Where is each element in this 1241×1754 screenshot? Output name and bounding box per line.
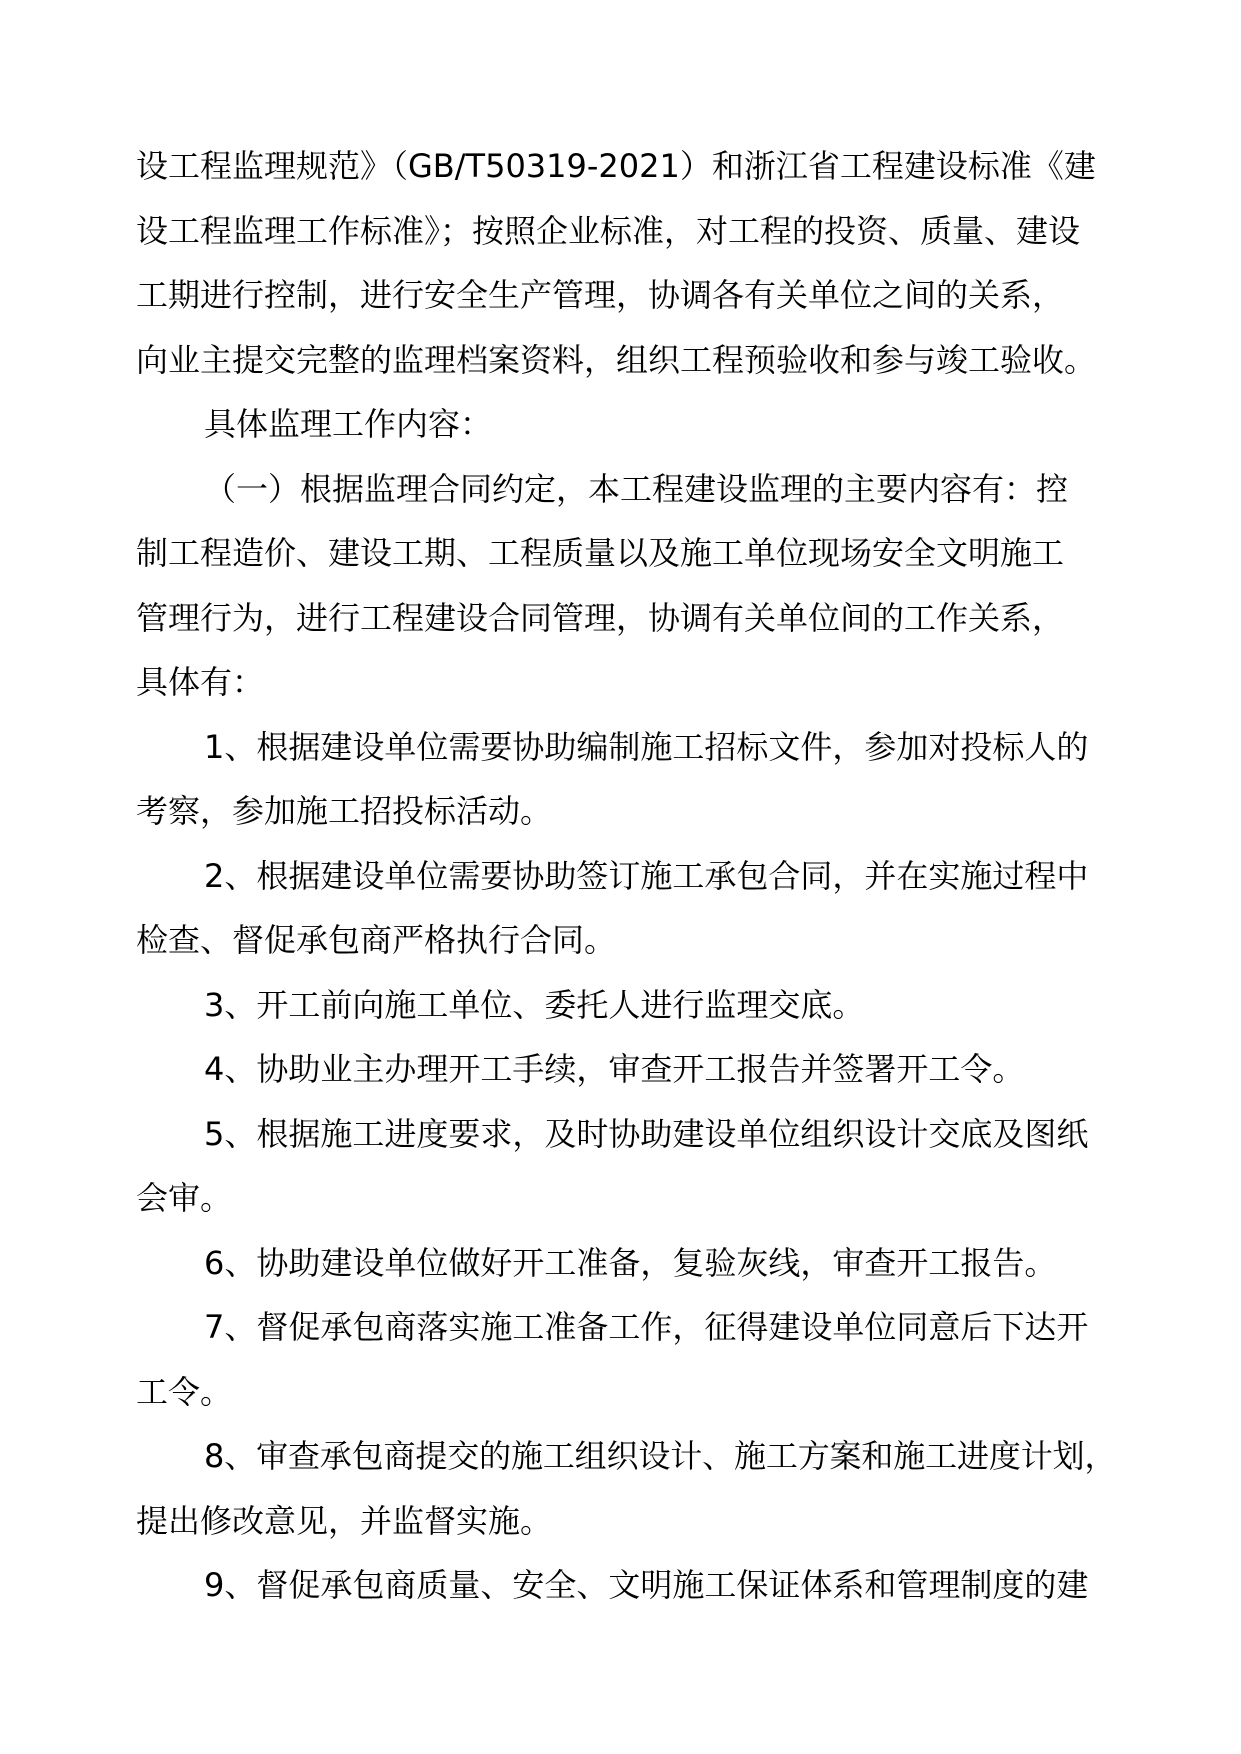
paragraph [136, 134, 1116, 392]
text-line: 2、根据建设单位需要协助签订施工承包合同，并在实施过程中 [204, 856, 1089, 895]
text-line: 5、根据施工进度要求，及时协助建设单位组织设计交底及图纸 [204, 1114, 1089, 1153]
text-line: 设工程监理规范》（GB/T50319-2021）和浙江省工程建设标准《建 [136, 147, 1096, 185]
text-line: 7、督促承包商落实施工准备工作，征得建设单位同意后下达开 [204, 1308, 1089, 1346]
text-line: 6、协助建设单位做好开工准备，复验灰线，审查开工报告。 [204, 1243, 1057, 1282]
text-line: 4、协助业主办理开工手续，审查开工报告并签署开工令。 [204, 1050, 1025, 1088]
text-line: 检查、督促承包商严格执行合同。 [136, 921, 617, 959]
paragraph [136, 1553, 1116, 1618]
paragraph [136, 392, 1116, 457]
paragraph [136, 973, 1116, 1038]
text-line: 向业主提交完整的监理档案资料，组织工程预验收和参与竣工验收。 [136, 340, 1097, 379]
paragraph [136, 457, 1116, 715]
paragraph [136, 844, 1116, 973]
text-line: 具体有： [136, 663, 265, 701]
paragraph [136, 715, 1116, 844]
paragraph [136, 1424, 1116, 1553]
text-line: 3、开工前向施工单位、委托人进行监理交底。 [204, 985, 865, 1024]
text-line: 工期进行控制，进行安全生产管理，协调各有关单位之间的关系， [136, 276, 1065, 314]
paragraph [136, 1037, 1116, 1102]
document-body [136, 134, 1116, 1618]
paragraph [136, 1295, 1116, 1424]
text-line: 9、督促承包商质量、安全、文明施工保证体系和管理制度的建 [204, 1566, 1089, 1604]
text-line: 设工程监理工作标准》；按照企业标准，对工程的投资、质量、建设 [136, 211, 1081, 250]
text-line: 工令。 [136, 1372, 233, 1411]
text-line: 具体监理工作内容： [204, 405, 493, 443]
paragraph [136, 1102, 1116, 1231]
paragraph [136, 1231, 1116, 1296]
text-line: 考察，参加施工招投标活动。 [136, 792, 553, 830]
text-line: 提出修改意见，并监督实施。 [136, 1501, 553, 1540]
text-line: 制工程造价、建设工期、工程质量以及施工单位现场安全文明施工 [136, 534, 1065, 572]
text-line: 1、根据建设单位需要协助编制施工招标文件，参加对投标人的 [204, 727, 1089, 766]
text-line: 会审。 [136, 1179, 233, 1217]
text-line: （一）根据监理合同约定，本工程建设监理的主要内容有：控 [204, 469, 1069, 508]
text-line: 管理行为，进行工程建设合同管理，协调有关单位间的工作关系， [136, 598, 1065, 637]
text-line: 8、审查承包商提交的施工组织设计、施工方案和施工进度计划， [204, 1437, 1117, 1475]
